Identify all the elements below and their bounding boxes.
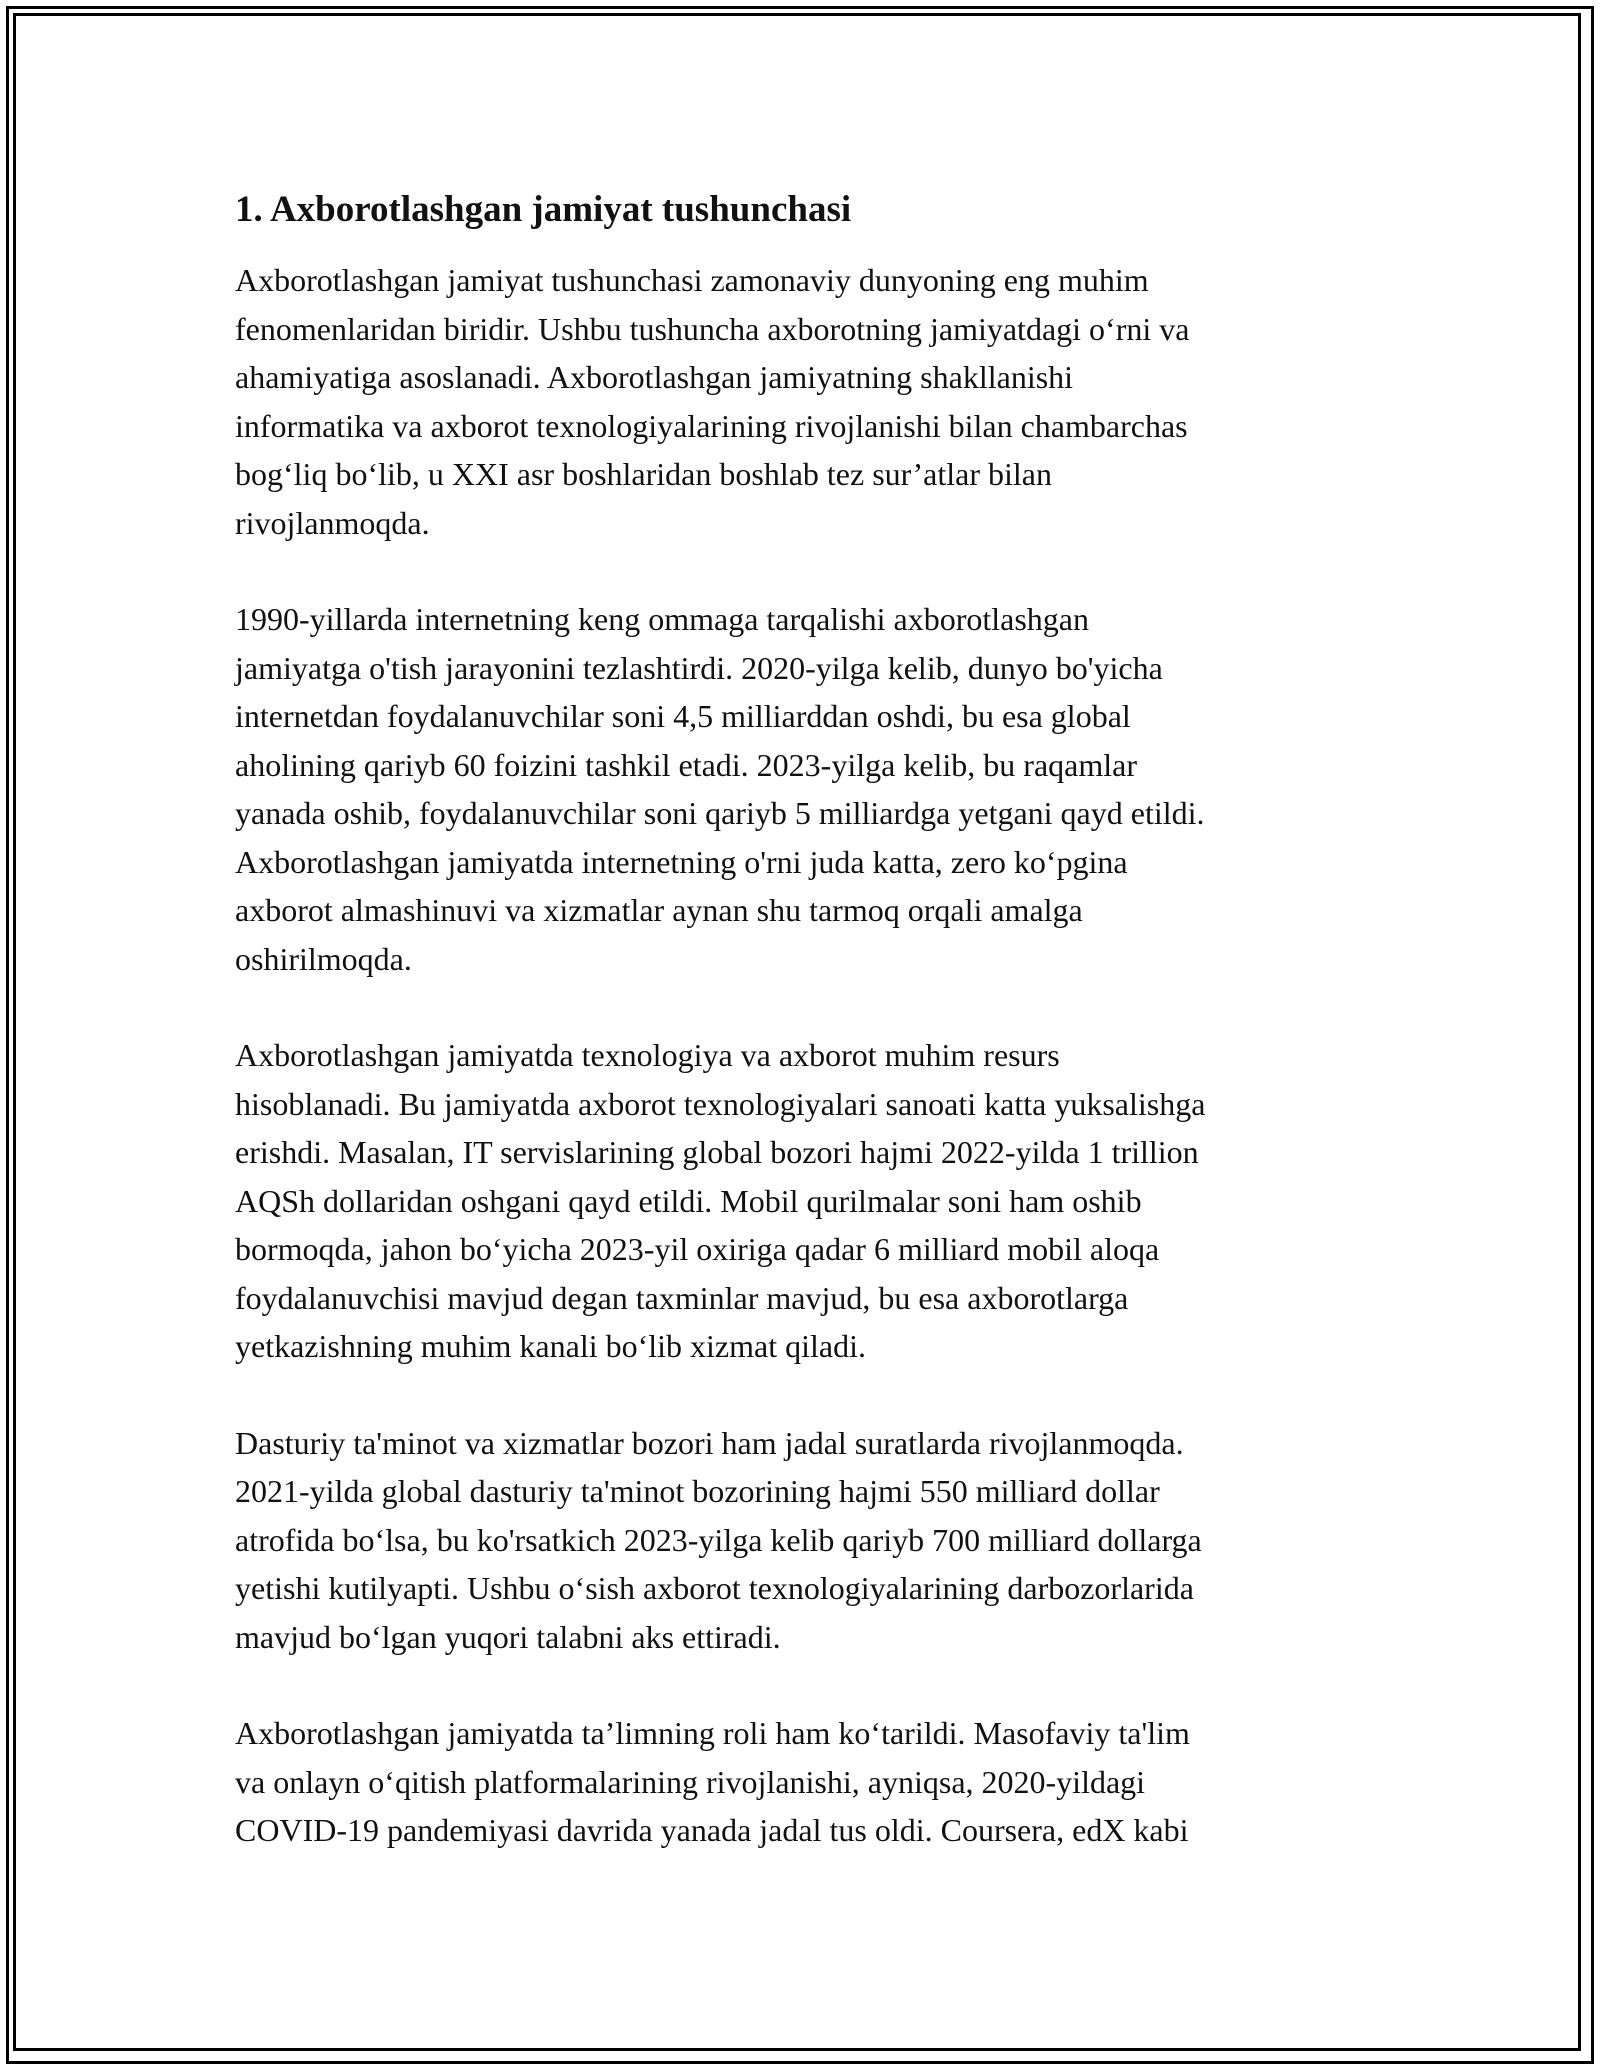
paragraph-line: informatika va axborot texnologiyalarining rivojlanishi bilan chambarchas <box>235 407 1188 444</box>
paragraph-line: 1990-yillarda internetning keng ommaga tarqalishi axborotlashgan <box>235 601 1089 637</box>
paragraph-line: ahamiyatiga asoslanadi. Axborotlashgan jamiyatning shakllanishi <box>235 359 1074 395</box>
paragraph-line: rivojlanmoqda. <box>235 504 430 541</box>
paragraph-line: oshirilmoqda. <box>235 940 412 977</box>
paragraph-line: hisoblanadi. Bu jamiyatda axborot texnologiyalari sanoati katta yuksalishga <box>235 1085 1206 1122</box>
paragraph-1 <box>235 256 1375 547</box>
paragraph-line: yanada oshib, foydalanuvchilar soni qariyb 5 milliardga yetgani qayd etildi. <box>235 795 1205 831</box>
paragraph-line: axborot almashinuvi va xizmatlar aynan shu tarmoq orqali amalga <box>235 892 1083 928</box>
paragraph-line: COVID-19 pandemiyasi davrida yanada jadal tus oldi. Coursera, edX kabi <box>235 1812 1189 1848</box>
paragraph-line: foydalanuvchisi mavjud degan taxminlar mavjud, bu esa axborotlarga <box>235 1279 1129 1316</box>
paragraph-line: atrofida bo‘lsa, bu ko'rsatkich 2023-yilga kelib qariyb 700 milliard dollarga <box>235 1521 1202 1558</box>
paragraph-line: AQSh dollaridan oshgani qayd etildi. Mobil qurilmalar soni ham oshib <box>235 1182 1142 1219</box>
paragraph-line: bog‘liq bo‘lib, u XXI asr boshlaridan boshlab tez sur’atlar bilan <box>235 456 1052 492</box>
section-heading: 1. Axborotlashgan jamiyat tushunchasi <box>235 189 852 230</box>
paragraph-line: Axborotlashgan jamiyatda internetning o'rni juda katta, zero ko‘pgina <box>235 843 1128 880</box>
paragraph-line: bormoqda, jahon bo‘yicha 2023-yil oxiriga qadar 6 milliard mobil aloqa <box>235 1231 1160 1267</box>
paragraph-line: yetkazishning muhim kanali bo‘lib xizmat qiladi. <box>235 1328 866 1364</box>
paragraph-5 <box>235 1709 1375 1855</box>
paragraph-2 <box>235 595 1375 983</box>
paragraph-line: va onlayn o‘qitish platformalarining rivojlanishi, ayniqsa, 2020-yildagi <box>235 1763 1146 1800</box>
paragraph-line: Dasturiy ta'minot va xizmatlar bozori ham jadal suratlarda rivojlanmoqda. <box>235 1424 1184 1461</box>
paragraph-line: aholining qariyb 60 foizini tashkil etadi. 2023-yilga kelib, bu raqamlar <box>235 746 1137 783</box>
document-body <box>235 186 1375 1903</box>
paragraph-line: fenomenlaridan biridir. Ushbu tushuncha axborotning jamiyatdagi o‘rni va <box>235 310 1190 347</box>
paragraph-4 <box>235 1419 1375 1662</box>
paragraph-line: Axborotlashgan jamiyatda ta’limning roli ham ko‘tarildi. Masofaviy ta'lim <box>235 1715 1190 1751</box>
paragraph-3 <box>235 1031 1375 1371</box>
paragraph-line: yetishi kutilyapti. Ushbu o‘sish axborot texnologiyalarining darbozorlarida <box>235 1570 1194 1606</box>
paragraph-line: 2021-yilda global dasturiy ta'minot bozorining hajmi 550 milliard dollar <box>235 1473 1160 1509</box>
paragraph-line: mavjud bo‘lgan yuqori talabni aks ettiradi. <box>235 1618 781 1655</box>
paragraph-line: erishdi. Masalan, IT servislarining global bozori hajmi 2022-yilda 1 trillion <box>235 1134 1199 1170</box>
paragraph-line: Axborotlashgan jamiyat tushunchasi zamonaviy dunyoning eng muhim <box>235 262 1149 298</box>
paragraph-line: internetdan foydalanuvchilar soni 4,5 milliarddan oshdi, bu esa global <box>235 698 1131 734</box>
paragraph-line: jamiyatga o'tish jarayonini tezlashtirdi. 2020-yilga kelib, dunyo bo'yicha <box>235 649 1163 686</box>
paragraph-line: Axborotlashgan jamiyatda texnologiya va axborot muhim resurs <box>235 1037 1060 1073</box>
